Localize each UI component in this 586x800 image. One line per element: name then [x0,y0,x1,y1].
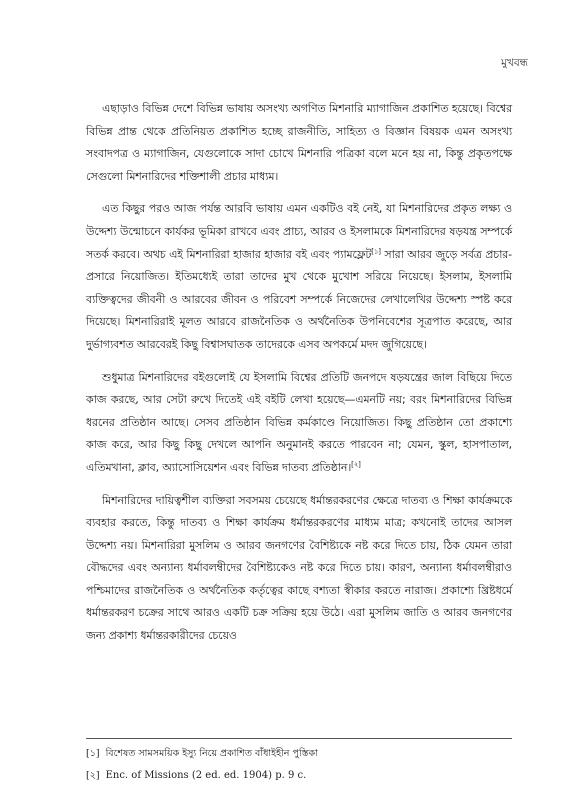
paragraph-3-text-a: শুধুমাত্র মিশনারিদের বইগুলোই যে ইসলামি বিশ্বের প্রতিটি জনপদে ষড়যন্ত্রের জাল বিছিয়ে দিতে কাজ করছে, আর সেটা রুখে দিতেই এই বইটি লেখা হয়েছে—এমনটি নয়; বরং মিশনারিদের বিভিন্ন ধরনের প্রতিষ্ঠান আছে। সেসব প্রতিষ্ঠান বিভিন্ন কর্মকাণ্ডে নিয়োজিত। কিছু প্রতিষ্ঠান তো প্রকাশ্যে কাজ করে, আর কিছু কিছু দেখলে আপনি অনুমানই করতে পারবেন না; যেমন, স্কুল, হাসপাতাল, এতিমখানা, ক্লাব, অ্যাসোসিয়েশন এবং বিভিন্ন দাতব্য প্রতিষ্ঠান। [86,370,512,474]
body-text [86,98,512,658]
footnote-2 [86,765,512,787]
paragraph-3 [86,367,512,480]
footnotes [86,738,512,787]
footnote-mark: [২] [86,770,100,781]
footnote-1 [86,743,512,765]
footnote-text: বিশেষত সামসময়িক ইস্যু নিয়ে প্রকাশিত বাঁধাইহীন পুস্তিকা [105,748,318,759]
paragraph-2-text-a: এত কিছুর পরও আজ পর্যন্ত আরবি ভাষায় এমন একটিও বই নেই, যা মিশনারিদের প্রকৃত লক্ষ্য ও উদ্দেশ্য উন্মোচনে কার্যকর ভূমিকা রাখবে এবং প্রাচ্য, আরব ও ইসলামকে মিশনারিদের ষড়যন্ত্র সম্পর্কে সতর্ক করবে। অথচ এই মিশনারিরা হাজার হাজার বই এবং প্যামফ্লেট [86,202,512,261]
paragraph-4: মিশনারিদের দায়িত্বশীল ব্যক্তিরা সবসময় চেয়েছে ধর্মান্তরকরণের ক্ষেত্রে দাতব্য ও শিক্ষা কার্যক্রমকে ব্যবহার করতে, কিন্তু দাতব্য ও শিক্ষা কার্যক্রম ধর্মান্তরকরণের মাধ্যম মাত্র; কখনোই তাদের আসল উদ্দেশ্য নয়। মিশনারিরা মুসলিম ও আরব জনগণের বৈশিষ্ট্যকে নষ্ট করে দিতে চায়, ঠিক যেমন তারা বৌদ্ধদের এবং অন্যান্য ধর্মাবলম্বীদের বৈশিষ্ট্যকেও নষ্ট করে দিতে চায়। কারণ, অন্যান্য ধর্মাবলম্বীরাও পশ্চিমাদের রাজনৈতিক ও অর্থনৈতিক কর্তৃত্বের কাছে বশ্যতা স্বীকার করতে নারাজ। প্রকাশ্যে খ্রিষ্টধর্মে ধর্মান্তরকরণ চক্রের সাথে আরও একটি চক্র সক্রিয় হয়ে উঠে। এরা মুসলিম জাতি ও আরব জনগণের জন্য প্রকাশ্য ধর্মান্তরকারীদের চেয়েও [86,493,512,643]
paragraph-2-text-b: সারা আরব জুড়ে সর্বত্র প্রচার-প্রসারে নিয়োজিত। ইতিমধ্যেই তারা তাদের মুখ থেকে মুখোশ সরিয়ে নিয়েছে। ইসলাম, ইসলামি ব্যক্তিত্বদের জীবনী ও আরবের জীবন ও পরিবেশ সম্পর্কে নিজেদের লেখালেখির উদ্দেশ্য স্পষ্ট করে দিয়েছে। মিশনারিরাই মূলত আরবে রাজনৈতিক ও অর্থনৈতিক উপনিবেশের সূত্রপাত করেছে, আর দুর্ভাগ্যবশত আরবেরই কিছু বিশ্বাসঘাতক তাদেরকে এসব অপকর্মে মদদ জুগিয়েছে। [86,247,512,351]
paragraph-1: এছাড়াও বিভিন্ন দেশে বিভিন্ন ভাষায় অসংখ্য অগণিত মিশনারি ম্যাগাজিন প্রকাশিত হয়েছে। বিশ্বের বিভিন্ন প্রান্ত থেকে প্রতিনিয়ত প্রকাশিত হচ্ছে রাজনীতি, সাহিত্য ও বিজ্ঞান বিষয়ক এমন অসংখ্য সংবাদপত্র ও ম্যাগাজিন, যেগুলোকে সাদা চোখে মিশনারি পত্রিকা বলে মনে হয় না, কিন্তু প্রকৃতপক্ষে সেগুলো মিশনারিদের শক্তিশালী প্রচার মাধ্যম। [86,102,512,183]
paragraph-2 [86,198,512,356]
footnote-ref-2[interactable]: [২] [351,460,361,469]
footnote-text: Enc. of Missions (2 ed. ed. 1904) p. 9 c. [105,770,307,781]
footnote-ref-1[interactable]: [১] [371,246,381,255]
running-header: মুখবন্ধ [501,57,528,69]
footnote-mark: [১] [86,748,100,759]
